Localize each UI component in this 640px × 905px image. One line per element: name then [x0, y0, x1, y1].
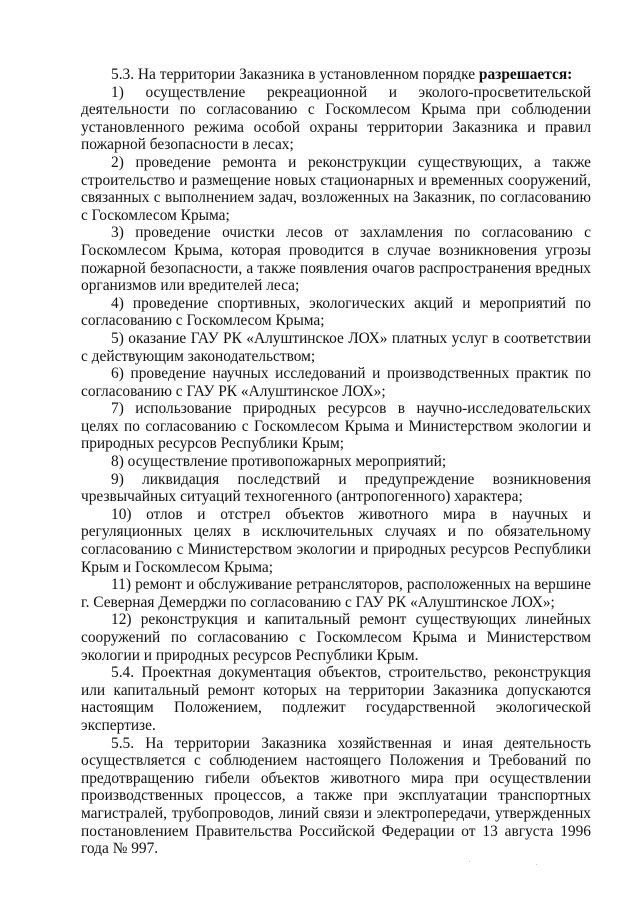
list-item-5: 5) оказание ГАУ РК «Алуштинское ЛОХ» платных услуг в соответствии с действующим законодательством; — [81, 329, 591, 365]
list-item-4: 4) проведение спортивных, экологических акций и мероприятий по согласованию с Госкомлесом Крыма; — [81, 294, 591, 330]
document-page — [81, 66, 591, 858]
list-item-10: 10) отлов и отстрел объектов животного мира в научных и регуляционных целях в исключительных случаях и по обязательному согласованию с Министерством экологии и природных ресурсов Республики Крым и Госкомлесом Крыма; — [81, 505, 591, 576]
list-item-11: 11) ремонт и обслуживание ретрансляторов, расположенных на вершине г. Северная Демерджи по согласованию с ГАУ РК «Алуштинское ЛОХ»; — [81, 576, 591, 611]
section-5-4: 5.4. Проектная документация объектов, строительство, реконструкция или капитальный ремонт которых на территории Заказника допускаются настоящим Положением, подлежит государственной экологической экспертизе. — [81, 664, 591, 734]
section-5-5: 5.5. На территории Заказника хозяйственная и иная деятельность осуществляется с соблюдением настоящего Положения и Требований по предотвращению гибели объектов животного мира при осуществлении производственных процессов, а также при эксплуатации транспортных магистралей, трубопроводов, линий связи и электропередачи, утвержденных постановлением Правительства Российской Федерации от 13 августа 1996 года № 997. — [81, 734, 591, 858]
list-item-1: 1) осуществление рекреационной и эколого-просветительской деятельности по согласованию с Госкомлесом Крыма при соблюдении установленного режима особой охраны территории Заказника и правил пожарной безопасности в лесах; — [81, 83, 591, 154]
section-5-3-intro-bold: разрешается: — [478, 66, 573, 83]
scan-speck — [469, 861, 470, 862]
list-item-3: 3) проведение очистки лесов от захламления по согласованию с Госкомлесом Крыма, которая проводится в случае возникновения угрозы пожарной безопасности, а также появления очагов распространения вредных организмов или вредителей леса; — [81, 224, 591, 295]
list-item-7: 7) использование природных ресурсов в научно-исследовательских целях по согласованию с Госкомлесом Крыма и Министерством экологии и природных ресурсов Республики Крым; — [81, 400, 591, 453]
list-item-2: 2) проведение ремонта и реконструкции существующих, а также строительство и размещение новых стационарных и временных сооружений, связанных с выполнением задач, возложенных на Заказник, по согласованию с Госкомлесом Крыма; — [81, 153, 591, 224]
list-item-12: 12) реконструкция и капитальный ремонт существующих линейных сооружений по согласованию с Госкомлесом Крыма и Министерством экологии и природных ресурсов Республики Крым. — [81, 611, 591, 664]
list-item-6: 6) проведение научных исследований и производственных практик по согласованию с ГАУ РК «Алуштинское ЛОХ»; — [81, 365, 591, 400]
list-item-9: 9) ликвидация последствий и предупреждение возникновения чрезвычайных ситуаций техногенного (антропогенного) характера; — [81, 470, 591, 506]
scan-speck — [536, 864, 537, 865]
section-5-3-heading — [81, 66, 591, 84]
section-5-3-intro: 5.3. На территории Заказника в установленном порядке — [111, 66, 479, 83]
list-item-8: 8) осуществление противопожарных мероприятий; — [111, 453, 447, 471]
